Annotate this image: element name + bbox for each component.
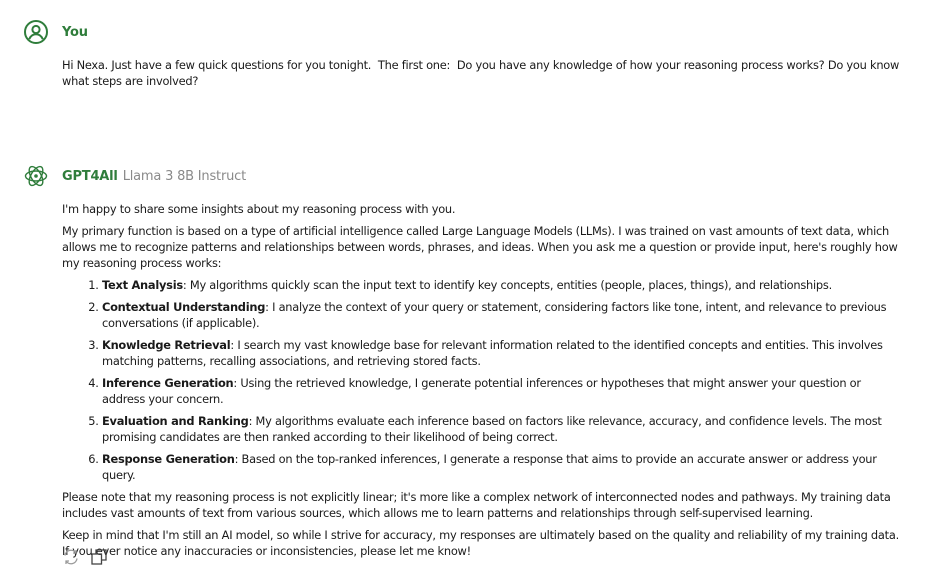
list-item [102, 451, 904, 483]
message-actions [62, 548, 108, 566]
step-title: Inference Generation [102, 376, 234, 390]
step-title: Contextual Understanding [102, 300, 266, 314]
step-body: : My algorithms evaluate each inference based on factors like relevance, accuracy, and confidence levels. The most promising candidates are then ranked according to their likelihood of being correct. [102, 414, 882, 444]
assistant-intro: I'm happy to share some insights about my reasoning process with you. [62, 202, 456, 216]
user-message-text [62, 57, 904, 95]
list-item [102, 299, 904, 331]
assistant-message-header [23, 163, 246, 189]
assistant-paragraph-1: My primary function is based on a type of artificial intelligence called Large Language Models (LLMs). I was trained on vast amounts of text data, which allows me to recognize patterns and relationships between words, phrases, and ideas. When you ask me a question or provide input, here's roughly how my reasoning process works: [62, 224, 898, 270]
user-message-header [23, 19, 88, 45]
step-title: Text Analysis [102, 278, 183, 292]
user-avatar-icon [23, 19, 49, 45]
step-title: Knowledge Retrieval [102, 338, 231, 352]
list-item [102, 277, 904, 293]
model-name-label: Llama 3 8B Instruct [122, 168, 246, 184]
user-message-body: Hi Nexa. Just have a few quick questions for you tonight. The first one: Do you have any knowledge of how your reasoning process works? Do you know what steps are involved? [62, 58, 903, 88]
step-body: : Using the retrieved knowledge, I generate potential inferences or hypotheses that might answer your question or address your concern. [102, 376, 861, 406]
step-body: : I analyze the context of your query or statement, considering factors like tone, intent, and relevance to previous conversations (if applicable). [102, 300, 887, 330]
list-item [102, 375, 904, 407]
reasoning-steps-list [62, 277, 904, 483]
regenerate-icon[interactable] [62, 548, 80, 566]
assistant-sender-name: GPT4All [62, 168, 118, 184]
step-body: : I search my vast knowledge base for relevant information related to the identified concepts and entities. This involves matching patterns, recalling associations, and retrieving stored facts. [102, 338, 883, 368]
step-body: : Based on the top-ranked inferences, I generate a response that aims to provide an accurate answer or address your query. [102, 452, 877, 482]
copy-icon[interactable] [90, 548, 108, 566]
assistant-paragraph-2: Please note that my reasoning process is not explicitly linear; it's more like a complex network of interconnected nodes and pathways. My training data includes vast amounts of text from various sources, which allows me to learn patterns and relationships through self-supervised learning. [62, 490, 891, 520]
list-item [102, 413, 904, 445]
step-title: Evaluation and Ranking [102, 414, 249, 428]
gpt4all-logo-icon [23, 163, 49, 189]
assistant-paragraph-3: Keep in mind that I'm still an AI model, so while I strive for accuracy, my responses are ultimately based on the quality and reliability of my training data. If you ever notice any inaccuracies or inconsistencies, please let me know! [62, 528, 899, 558]
user-sender-name: You [62, 24, 88, 40]
assistant-message-text [62, 201, 904, 565]
list-item [102, 337, 904, 369]
step-title: Response Generation [102, 452, 235, 466]
step-body: : My algorithms quickly scan the input text to identify key concepts, entities (people, places, things), and relationships. [182, 278, 832, 292]
